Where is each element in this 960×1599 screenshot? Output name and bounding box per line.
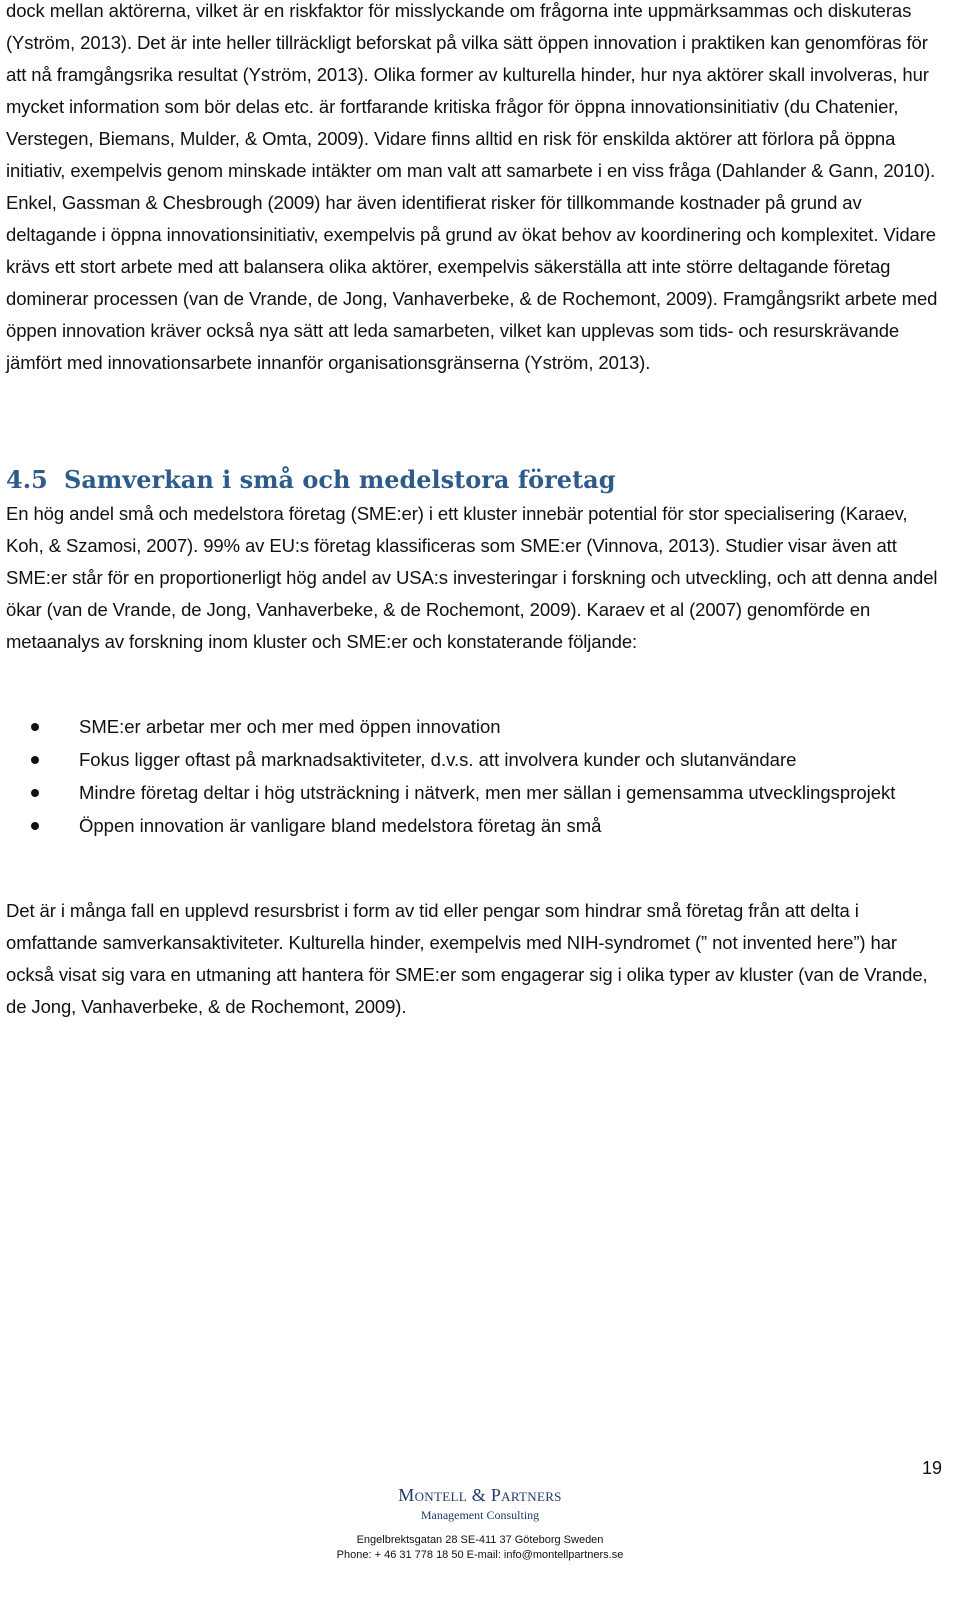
list-item: [6, 711, 946, 744]
list-item-text: Fokus ligger oftast på marknadsaktiviteter, d.v.s. att involvera kunder och slutanvändare: [79, 749, 797, 770]
bullet-icon: [31, 822, 39, 830]
section-title: Samverkan i små och medelstora företag: [64, 465, 616, 494]
footer-tagline: Management Consulting: [420, 1508, 540, 1522]
body-paragraph-sme: En hög andel små och medelstora företag (SME:er) i ett kluster innebär potential för stor specialisering (Karaev, Koh, & Szamosi, 2007). 99% av EU:s företag klassificeras som SME:er (Vinnova, 2013). Studier visar även att SME:er står för en proportionerligt hög andel av USA:s investeringar i forskning och utveckling, och att denna andel ökar (van de Vrande, de Jong, Vanhaverbeke, & de Rochemont, 2009). Karaev et al (2007) genomförde en metaanalys av forskning inom kluster och SME:er och konstaterande följande:: [6, 503, 938, 652]
body-paragraph-closing: Det är i många fall en upplevd resursbrist i form av tid eller pengar som hindrar små företag från att delta i omfattande samverkansaktiviteter. Kulturella hinder, exempelvis med NIH-syndromet (” not invented here”) har också visat sig vara en utmaning att hantera för SME:er som engagerar sig i olika typer av kluster (van de Vrande, de Jong, Vanhaverbeke, & de Rochemont, 2009).: [6, 900, 928, 1017]
body-paragraph-intro: dock mellan aktörerna, vilket är en riskfaktor för misslyckande om frågorna inte uppmärksammas och diskuteras (Yström, 2013). Det är inte heller tillräckligt beforskat på vilka sätt öppen innovation i praktiken kan genomföras för att nå framgångsrika resultat (Yström, 2013). Olika former av kulturella hinder, hur nya aktörer skall involveras, hur mycket information som bör delas etc. är fortfarande kritiska frågor för öppna innovationsinitiativ (du Chatenier, Verstegen, Biemans, Mulder, & Omta, 2009). Vidare finns alltid en risk för enskilda aktörer att förlora på öppna initiativ, exempelvis genom minskade intäkter om man valt att samarbete i en viss fråga (Dahlander & Gann, 2010). Enkel, Gassman & Chesbrough (2009) har även identifierat risker för tillkommande kostnader på grund av deltagande i öppna innovationsinitiativ, exempelvis på grund av ökat behov av koordinering och komplexitet. Vidare krävs ett stort arbete med att balansera olika aktörer, exempelvis säkerställa att inte större deltagande företag dominerar processen (van de Vrande, de Jong, Vanhaverbeke, & de Rochemont, 2009). Framgångsrikt arbete med öppen innovation kräver också nya sätt att leda samarbeten, vilket kan upplevas som tids- och resurskrävande jämfört med innovationsarbete innanför organisationsgränserna (Yström, 2013).: [6, 0, 938, 373]
list-item-text: SME:er arbetar mer och mer med öppen innovation: [79, 716, 501, 737]
page-footer: [0, 1484, 960, 1563]
list-item: [6, 810, 946, 843]
footer-brand-logo: [0, 1484, 960, 1506]
list-item-text: Öppen innovation är vanligare bland medelstora företag än små: [79, 815, 602, 836]
section-number: 4.5: [6, 465, 48, 494]
bullet-list: [6, 711, 946, 843]
bullet-icon: [31, 723, 39, 731]
section-heading: [6, 460, 946, 500]
footer-brand-name: Montell & Partners: [398, 1485, 562, 1505]
footer-address: Engelbrektsgatan 28 SE-411 37 Göteborg Sweden: [356, 1534, 604, 1546]
page-number: 19: [921, 1458, 942, 1478]
list-item-text: Mindre företag deltar i hög utsträckning i nätverk, men mer sällan i gemensamma utvecklingsprojekt: [79, 782, 896, 803]
list-item: [6, 744, 946, 777]
bullet-icon: [31, 789, 39, 797]
bullet-icon: [31, 756, 39, 764]
list-item: [6, 777, 946, 810]
footer-contact: Phone: + 46 31 778 18 50 E-mail: info@montellpartners.se: [336, 1549, 624, 1561]
